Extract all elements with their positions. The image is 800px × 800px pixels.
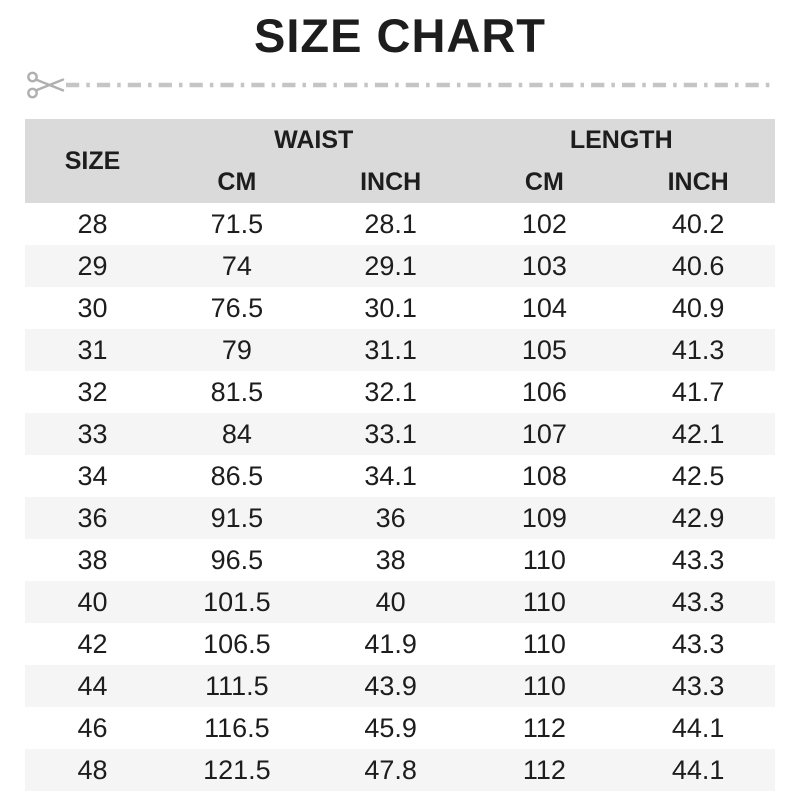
cell-waist-inch: 32.1 bbox=[314, 371, 468, 413]
table-row bbox=[25, 413, 775, 455]
table-row bbox=[25, 455, 775, 497]
cell-waist-inch: 43.9 bbox=[314, 665, 468, 707]
cell-waist-inch: 34.1 bbox=[314, 455, 468, 497]
cell-waist-cm: 76.5 bbox=[160, 287, 314, 329]
cell-length-inch: 42.1 bbox=[621, 413, 775, 455]
cell-waist-inch: 41.9 bbox=[314, 623, 468, 665]
cell-length-cm: 110 bbox=[468, 539, 622, 581]
table-row bbox=[25, 497, 775, 539]
col-header-length-inch: INCH bbox=[621, 161, 775, 203]
cell-length-cm: 106 bbox=[468, 371, 622, 413]
cell-waist-inch: 30.1 bbox=[314, 287, 468, 329]
cell-length-inch: 44.1 bbox=[621, 749, 775, 791]
cell-length-inch: 41.3 bbox=[621, 329, 775, 371]
cell-size: 32 bbox=[25, 371, 160, 413]
cell-waist-cm: 96.5 bbox=[160, 539, 314, 581]
cell-waist-inch: 45.9 bbox=[314, 707, 468, 749]
cell-size: 33 bbox=[25, 413, 160, 455]
cell-length-inch: 40.2 bbox=[621, 203, 775, 245]
cell-length-cm: 102 bbox=[468, 203, 622, 245]
dashed-cut-line bbox=[66, 81, 772, 89]
table-row bbox=[25, 581, 775, 623]
cell-length-inch: 41.7 bbox=[621, 371, 775, 413]
table-row bbox=[25, 665, 775, 707]
cell-length-cm: 107 bbox=[468, 413, 622, 455]
col-header-waist-cm: CM bbox=[160, 161, 314, 203]
col-header-length: LENGTH bbox=[468, 119, 776, 161]
cell-length-inch: 42.5 bbox=[621, 455, 775, 497]
cell-waist-cm: 106.5 bbox=[160, 623, 314, 665]
size-table bbox=[25, 119, 775, 791]
cell-length-cm: 112 bbox=[468, 749, 622, 791]
cell-length-cm: 108 bbox=[468, 455, 622, 497]
cell-length-inch: 43.3 bbox=[621, 623, 775, 665]
cell-waist-inch: 40 bbox=[314, 581, 468, 623]
cell-size: 46 bbox=[25, 707, 160, 749]
table-row bbox=[25, 287, 775, 329]
table-row bbox=[25, 203, 775, 245]
size-table-body bbox=[25, 203, 775, 791]
cell-waist-inch: 33.1 bbox=[314, 413, 468, 455]
table-row bbox=[25, 539, 775, 581]
cell-length-cm: 103 bbox=[468, 245, 622, 287]
size-chart-page bbox=[0, 9, 800, 800]
cell-waist-inch: 36 bbox=[314, 497, 468, 539]
cell-size: 30 bbox=[25, 287, 160, 329]
cell-length-cm: 110 bbox=[468, 665, 622, 707]
cell-length-inch: 42.9 bbox=[621, 497, 775, 539]
cell-waist-inch: 31.1 bbox=[314, 329, 468, 371]
cell-length-cm: 112 bbox=[468, 707, 622, 749]
scissors-icon bbox=[26, 69, 66, 101]
header-row-groups bbox=[25, 119, 775, 161]
cell-length-inch: 43.3 bbox=[621, 539, 775, 581]
cell-waist-cm: 86.5 bbox=[160, 455, 314, 497]
cell-size: 31 bbox=[25, 329, 160, 371]
cell-length-cm: 110 bbox=[468, 581, 622, 623]
cell-waist-inch: 38 bbox=[314, 539, 468, 581]
cell-waist-cm: 71.5 bbox=[160, 203, 314, 245]
cell-waist-cm: 91.5 bbox=[160, 497, 314, 539]
cut-line-row bbox=[0, 67, 800, 103]
cell-waist-cm: 111.5 bbox=[160, 665, 314, 707]
table-row bbox=[25, 707, 775, 749]
cell-size: 28 bbox=[25, 203, 160, 245]
cell-size: 38 bbox=[25, 539, 160, 581]
col-header-waist: WAIST bbox=[160, 119, 468, 161]
page-title: SIZE CHART bbox=[254, 9, 546, 62]
table-row bbox=[25, 329, 775, 371]
cell-size: 34 bbox=[25, 455, 160, 497]
cell-length-cm: 104 bbox=[468, 287, 622, 329]
table-row bbox=[25, 371, 775, 413]
cell-length-cm: 109 bbox=[468, 497, 622, 539]
cell-size: 40 bbox=[25, 581, 160, 623]
cell-length-inch: 43.3 bbox=[621, 581, 775, 623]
cell-waist-cm: 116.5 bbox=[160, 707, 314, 749]
cell-length-inch: 43.3 bbox=[621, 665, 775, 707]
col-header-waist-inch: INCH bbox=[314, 161, 468, 203]
cell-size: 48 bbox=[25, 749, 160, 791]
cell-length-inch: 40.9 bbox=[621, 287, 775, 329]
cell-size: 42 bbox=[25, 623, 160, 665]
cell-length-cm: 105 bbox=[468, 329, 622, 371]
table-row bbox=[25, 749, 775, 791]
cell-waist-inch: 47.8 bbox=[314, 749, 468, 791]
cell-waist-inch: 29.1 bbox=[314, 245, 468, 287]
cell-length-inch: 40.6 bbox=[621, 245, 775, 287]
cell-size: 36 bbox=[25, 497, 160, 539]
col-header-length-cm: CM bbox=[468, 161, 622, 203]
cell-size: 44 bbox=[25, 665, 160, 707]
table-row bbox=[25, 245, 775, 287]
cell-waist-cm: 74 bbox=[160, 245, 314, 287]
cell-length-cm: 110 bbox=[468, 623, 622, 665]
cell-waist-cm: 84 bbox=[160, 413, 314, 455]
cell-size: 29 bbox=[25, 245, 160, 287]
cell-waist-inch: 28.1 bbox=[314, 203, 468, 245]
cell-waist-cm: 81.5 bbox=[160, 371, 314, 413]
size-table-header bbox=[25, 119, 775, 203]
cell-waist-cm: 101.5 bbox=[160, 581, 314, 623]
cell-waist-cm: 121.5 bbox=[160, 749, 314, 791]
table-row bbox=[25, 623, 775, 665]
cell-length-inch: 44.1 bbox=[621, 707, 775, 749]
cell-waist-cm: 79 bbox=[160, 329, 314, 371]
col-header-size: SIZE bbox=[25, 119, 160, 203]
